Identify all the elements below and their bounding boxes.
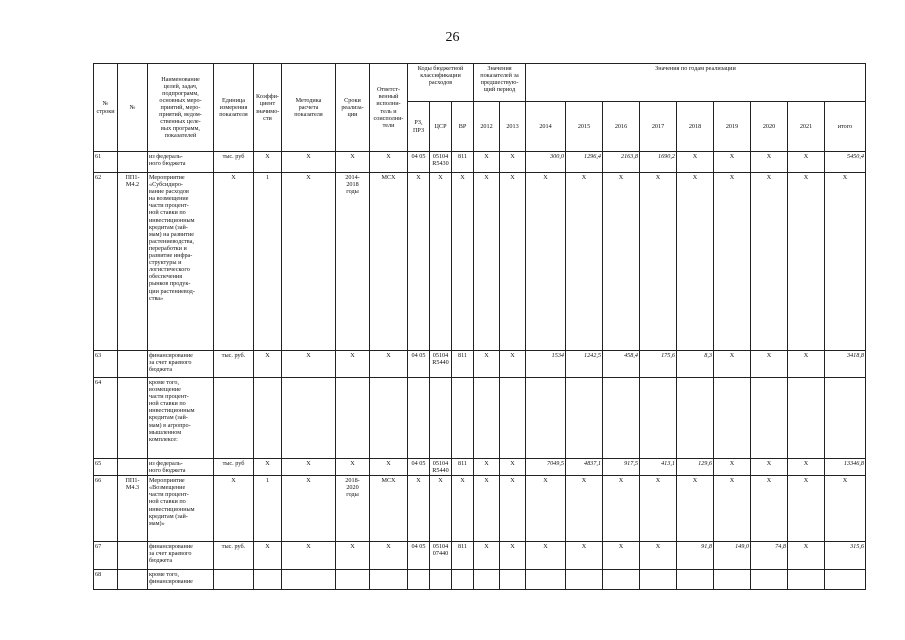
header-rz: РЗ, ПРЗ bbox=[408, 102, 430, 152]
cell-value-2012: X bbox=[474, 459, 500, 476]
cell-coefficient bbox=[254, 570, 282, 590]
header-2017: 2017 bbox=[640, 102, 677, 152]
cell-value-2016: X bbox=[603, 173, 640, 351]
cell-unit: тыс. руб. bbox=[214, 351, 254, 378]
cell-rz bbox=[408, 378, 430, 459]
cell-value-2018: X bbox=[677, 173, 714, 351]
header-2014: 2014 bbox=[526, 102, 566, 152]
cell-term bbox=[336, 378, 370, 459]
header-years-values: Значения по годам реализации bbox=[526, 64, 866, 102]
cell-value-total: X bbox=[825, 173, 866, 351]
cell-item-code bbox=[118, 351, 148, 378]
cell-value-2020 bbox=[751, 570, 788, 590]
cell-item-code bbox=[118, 459, 148, 476]
cell-row-number: 63 bbox=[94, 351, 118, 378]
cell-value-2018: 129,6 bbox=[677, 459, 714, 476]
cell-value-2019: X bbox=[714, 459, 751, 476]
cell-coefficient: X bbox=[254, 152, 282, 173]
cell-value-2014 bbox=[526, 570, 566, 590]
cell-value-2018: 8,3 bbox=[677, 351, 714, 378]
cell-value-2014: X bbox=[526, 173, 566, 351]
cell-term: X bbox=[336, 542, 370, 570]
cell-coefficient bbox=[254, 378, 282, 459]
cell-term: 2018- 2020 годы bbox=[336, 476, 370, 542]
cell-vr: 811 bbox=[452, 152, 474, 173]
cell-value-2021: X bbox=[788, 351, 825, 378]
cell-value-total: 13346,8 bbox=[825, 459, 866, 476]
cell-rz: 04 05 bbox=[408, 542, 430, 570]
header-csr: ЦСР bbox=[430, 102, 452, 152]
cell-item-code: ПП1- М4.3 bbox=[118, 476, 148, 542]
cell-value-2021: X bbox=[788, 459, 825, 476]
header-2015: 2015 bbox=[566, 102, 603, 152]
cell-term: X bbox=[336, 459, 370, 476]
cell-term: X bbox=[336, 351, 370, 378]
cell-method: X bbox=[282, 152, 336, 173]
table-row bbox=[94, 459, 866, 476]
cell-responsible: МСХ bbox=[370, 173, 408, 351]
cell-unit: тыс. руб bbox=[214, 459, 254, 476]
header-2016: 2016 bbox=[603, 102, 640, 152]
cell-row-number: 65 bbox=[94, 459, 118, 476]
cell-value-total: 315,6 bbox=[825, 542, 866, 570]
cell-value-2014: 7049,5 bbox=[526, 459, 566, 476]
cell-unit bbox=[214, 570, 254, 590]
cell-value-2015 bbox=[566, 378, 603, 459]
table-row bbox=[94, 570, 866, 590]
cell-value-2018 bbox=[677, 378, 714, 459]
cell-value-2014: X bbox=[526, 542, 566, 570]
cell-value-2013: X bbox=[500, 542, 526, 570]
cell-coefficient: X bbox=[254, 542, 282, 570]
cell-term: 2014- 2018 годы bbox=[336, 173, 370, 351]
cell-rz: 04 05 bbox=[408, 459, 430, 476]
cell-value-2017: X bbox=[640, 173, 677, 351]
cell-csr: 05104 R5440 bbox=[430, 459, 452, 476]
cell-value-2020: 74,8 bbox=[751, 542, 788, 570]
indicators-table bbox=[93, 63, 866, 590]
cell-value-2012: X bbox=[474, 173, 500, 351]
cell-coefficient: 1 bbox=[254, 476, 282, 542]
cell-value-total: 5450,4 bbox=[825, 152, 866, 173]
cell-unit bbox=[214, 378, 254, 459]
cell-row-number: 61 bbox=[94, 152, 118, 173]
table-row bbox=[94, 351, 866, 378]
cell-value-2021: X bbox=[788, 152, 825, 173]
cell-value-2012 bbox=[474, 378, 500, 459]
cell-value-2013: X bbox=[500, 476, 526, 542]
cell-method: X bbox=[282, 173, 336, 351]
cell-value-2018: X bbox=[677, 476, 714, 542]
cell-value-2012: X bbox=[474, 351, 500, 378]
cell-item-code bbox=[118, 152, 148, 173]
cell-value-total: 3418,8 bbox=[825, 351, 866, 378]
cell-value-2021: X bbox=[788, 173, 825, 351]
cell-value-2017: X bbox=[640, 476, 677, 542]
cell-value-2015: X bbox=[566, 542, 603, 570]
cell-item-name: Мероприятие «Возмещение части процент- ной ставки по инвестиционным кредитам (зай- мам)» bbox=[148, 476, 214, 542]
cell-vr: 811 bbox=[452, 459, 474, 476]
cell-value-2017: 413,1 bbox=[640, 459, 677, 476]
header-total: итого bbox=[825, 102, 866, 152]
header-coefficient: Коэффи- циент значимо- сти bbox=[254, 64, 282, 152]
cell-value-2015: X bbox=[566, 173, 603, 351]
cell-rz: 04 05 bbox=[408, 152, 430, 173]
header-2013: 2013 bbox=[500, 102, 526, 152]
cell-item-code bbox=[118, 570, 148, 590]
header-method: Методика расчета показателя bbox=[282, 64, 336, 152]
cell-method: X bbox=[282, 542, 336, 570]
cell-value-2013: X bbox=[500, 173, 526, 351]
cell-value-2015: 1242,5 bbox=[566, 351, 603, 378]
cell-item-name: финансирование за счет краевого бюджета bbox=[148, 542, 214, 570]
cell-unit: X bbox=[214, 173, 254, 351]
cell-value-2017 bbox=[640, 570, 677, 590]
cell-value-2018: 91,8 bbox=[677, 542, 714, 570]
cell-item-name: финансирование за счет краевого бюджета bbox=[148, 351, 214, 378]
header-budget-codes: Коды бюджетной классификации расходов bbox=[408, 64, 474, 102]
header-2021: 2021 bbox=[788, 102, 825, 152]
cell-value-2019: X bbox=[714, 351, 751, 378]
cell-responsible: X bbox=[370, 542, 408, 570]
cell-responsible bbox=[370, 378, 408, 459]
cell-value-2016: 458,4 bbox=[603, 351, 640, 378]
header-responsible: Ответст- венный исполни- тель и соисполни- тели bbox=[370, 64, 408, 152]
cell-method bbox=[282, 570, 336, 590]
cell-value-total bbox=[825, 378, 866, 459]
cell-row-number: 68 bbox=[94, 570, 118, 590]
cell-value-2017: 1690,2 bbox=[640, 152, 677, 173]
cell-value-2021: X bbox=[788, 542, 825, 570]
cell-rz: X bbox=[408, 476, 430, 542]
cell-responsible: X bbox=[370, 459, 408, 476]
header-2019: 2019 bbox=[714, 102, 751, 152]
cell-method: X bbox=[282, 351, 336, 378]
cell-row-number: 64 bbox=[94, 378, 118, 459]
cell-value-2020: X bbox=[751, 173, 788, 351]
cell-value-2012: X bbox=[474, 476, 500, 542]
header-term: Сроки реализа- ции bbox=[336, 64, 370, 152]
cell-item-code: ПП1- М4.2 bbox=[118, 173, 148, 351]
cell-value-2013 bbox=[500, 378, 526, 459]
cell-value-2016 bbox=[603, 378, 640, 459]
table-row bbox=[94, 378, 866, 459]
cell-method bbox=[282, 378, 336, 459]
cell-csr bbox=[430, 570, 452, 590]
cell-value-2012: X bbox=[474, 152, 500, 173]
cell-item-code bbox=[118, 542, 148, 570]
cell-row-number: 66 bbox=[94, 476, 118, 542]
cell-value-2020: X bbox=[751, 351, 788, 378]
table-row bbox=[94, 476, 866, 542]
cell-item-name: кроме того, возмещение части процент- ной ставки по инвестиционным кредитам (зай- мам) в агропро- мышленном комплексе: bbox=[148, 378, 214, 459]
table-row bbox=[94, 173, 866, 351]
cell-value-2019: X bbox=[714, 152, 751, 173]
table-row bbox=[94, 152, 866, 173]
cell-responsible: X bbox=[370, 152, 408, 173]
cell-value-2015: 1296,4 bbox=[566, 152, 603, 173]
cell-value-total: X bbox=[825, 476, 866, 542]
cell-csr: 05104 R5440 bbox=[430, 351, 452, 378]
cell-item-code bbox=[118, 378, 148, 459]
header-previous-values: Значения показателей за предшествую- щий период bbox=[474, 64, 526, 102]
cell-vr bbox=[452, 570, 474, 590]
cell-row-number: 62 bbox=[94, 173, 118, 351]
cell-value-2014: X bbox=[526, 476, 566, 542]
cell-value-2015 bbox=[566, 570, 603, 590]
cell-value-2017 bbox=[640, 378, 677, 459]
cell-unit: X bbox=[214, 476, 254, 542]
cell-row-number: 67 bbox=[94, 542, 118, 570]
cell-rz: X bbox=[408, 173, 430, 351]
cell-item-name: кроме того, финансирование bbox=[148, 570, 214, 590]
cell-value-2021 bbox=[788, 570, 825, 590]
cell-unit: тыс. руб bbox=[214, 152, 254, 173]
header-number: № bbox=[118, 64, 148, 152]
cell-rz bbox=[408, 570, 430, 590]
cell-value-2016: 917,5 bbox=[603, 459, 640, 476]
cell-value-2020 bbox=[751, 378, 788, 459]
cell-vr: 811 bbox=[452, 542, 474, 570]
header-2020: 2020 bbox=[751, 102, 788, 152]
cell-value-2020: X bbox=[751, 152, 788, 173]
cell-value-2017: 175,6 bbox=[640, 351, 677, 378]
cell-value-2016 bbox=[603, 570, 640, 590]
cell-csr bbox=[430, 378, 452, 459]
cell-value-2012: X bbox=[474, 542, 500, 570]
cell-coefficient: X bbox=[254, 351, 282, 378]
cell-value-total bbox=[825, 570, 866, 590]
cell-item-name: из федераль- ного бюджета bbox=[148, 152, 214, 173]
cell-vr bbox=[452, 378, 474, 459]
cell-value-2016: 2163,8 bbox=[603, 152, 640, 173]
cell-csr: 05104 07440 bbox=[430, 542, 452, 570]
cell-responsible bbox=[370, 570, 408, 590]
header-row-number: № строки bbox=[94, 64, 118, 152]
cell-value-2013 bbox=[500, 570, 526, 590]
cell-vr: X bbox=[452, 173, 474, 351]
cell-csr: 05104 R5430 bbox=[430, 152, 452, 173]
cell-value-2013: X bbox=[500, 152, 526, 173]
cell-value-2016: X bbox=[603, 542, 640, 570]
cell-unit: тыс. руб. bbox=[214, 542, 254, 570]
cell-value-2019 bbox=[714, 570, 751, 590]
cell-csr: X bbox=[430, 476, 452, 542]
header-2018: 2018 bbox=[677, 102, 714, 152]
header-name: Наименование целей, задач, подпрограмм, основных меро- приятий, меро- приятий, ведом- ственных целе- вых программ, показателей bbox=[148, 64, 214, 152]
cell-coefficient: 1 bbox=[254, 173, 282, 351]
cell-term bbox=[336, 570, 370, 590]
cell-value-2019: X bbox=[714, 476, 751, 542]
cell-responsible: МСХ bbox=[370, 476, 408, 542]
cell-value-2013: X bbox=[500, 351, 526, 378]
cell-value-2020: X bbox=[751, 459, 788, 476]
cell-value-2015: 4837,1 bbox=[566, 459, 603, 476]
table-row bbox=[94, 542, 866, 570]
cell-term: X bbox=[336, 152, 370, 173]
cell-value-2012 bbox=[474, 570, 500, 590]
cell-value-2018 bbox=[677, 570, 714, 590]
cell-value-2013: X bbox=[500, 459, 526, 476]
cell-vr: X bbox=[452, 476, 474, 542]
cell-value-2014: 300,0 bbox=[526, 152, 566, 173]
cell-value-2017: X bbox=[640, 542, 677, 570]
cell-csr: X bbox=[430, 173, 452, 351]
cell-value-2021 bbox=[788, 378, 825, 459]
cell-vr: 811 bbox=[452, 351, 474, 378]
page-number: 26 bbox=[445, 30, 460, 45]
cell-value-2021: X bbox=[788, 476, 825, 542]
cell-value-2016: X bbox=[603, 476, 640, 542]
cell-value-2015: X bbox=[566, 476, 603, 542]
cell-value-2014: 1534 bbox=[526, 351, 566, 378]
header-vr: ВР bbox=[452, 102, 474, 152]
cell-method: X bbox=[282, 459, 336, 476]
cell-value-2019 bbox=[714, 378, 751, 459]
cell-value-2018: X bbox=[677, 152, 714, 173]
cell-item-name: Мероприятие «Субсидиро- вание расходов на возмещение части процент- ной ставки по инвестиционным кредитам (зай- мам) на развитие растениеводства, переработки и развитие инфра- структуры и логистического обеспечения рынков продук- ции растениевод- ства» bbox=[148, 173, 214, 351]
cell-method: X bbox=[282, 476, 336, 542]
header-2012: 2012 bbox=[474, 102, 500, 152]
cell-item-name: из федераль- ного бюджета bbox=[148, 459, 214, 476]
cell-value-2014 bbox=[526, 378, 566, 459]
cell-rz: 04 05 bbox=[408, 351, 430, 378]
cell-responsible: X bbox=[370, 351, 408, 378]
cell-value-2019: X bbox=[714, 173, 751, 351]
cell-value-2020: X bbox=[751, 476, 788, 542]
cell-value-2019: 149,0 bbox=[714, 542, 751, 570]
header-unit: Единица измерения показателя bbox=[214, 64, 254, 152]
cell-coefficient: X bbox=[254, 459, 282, 476]
